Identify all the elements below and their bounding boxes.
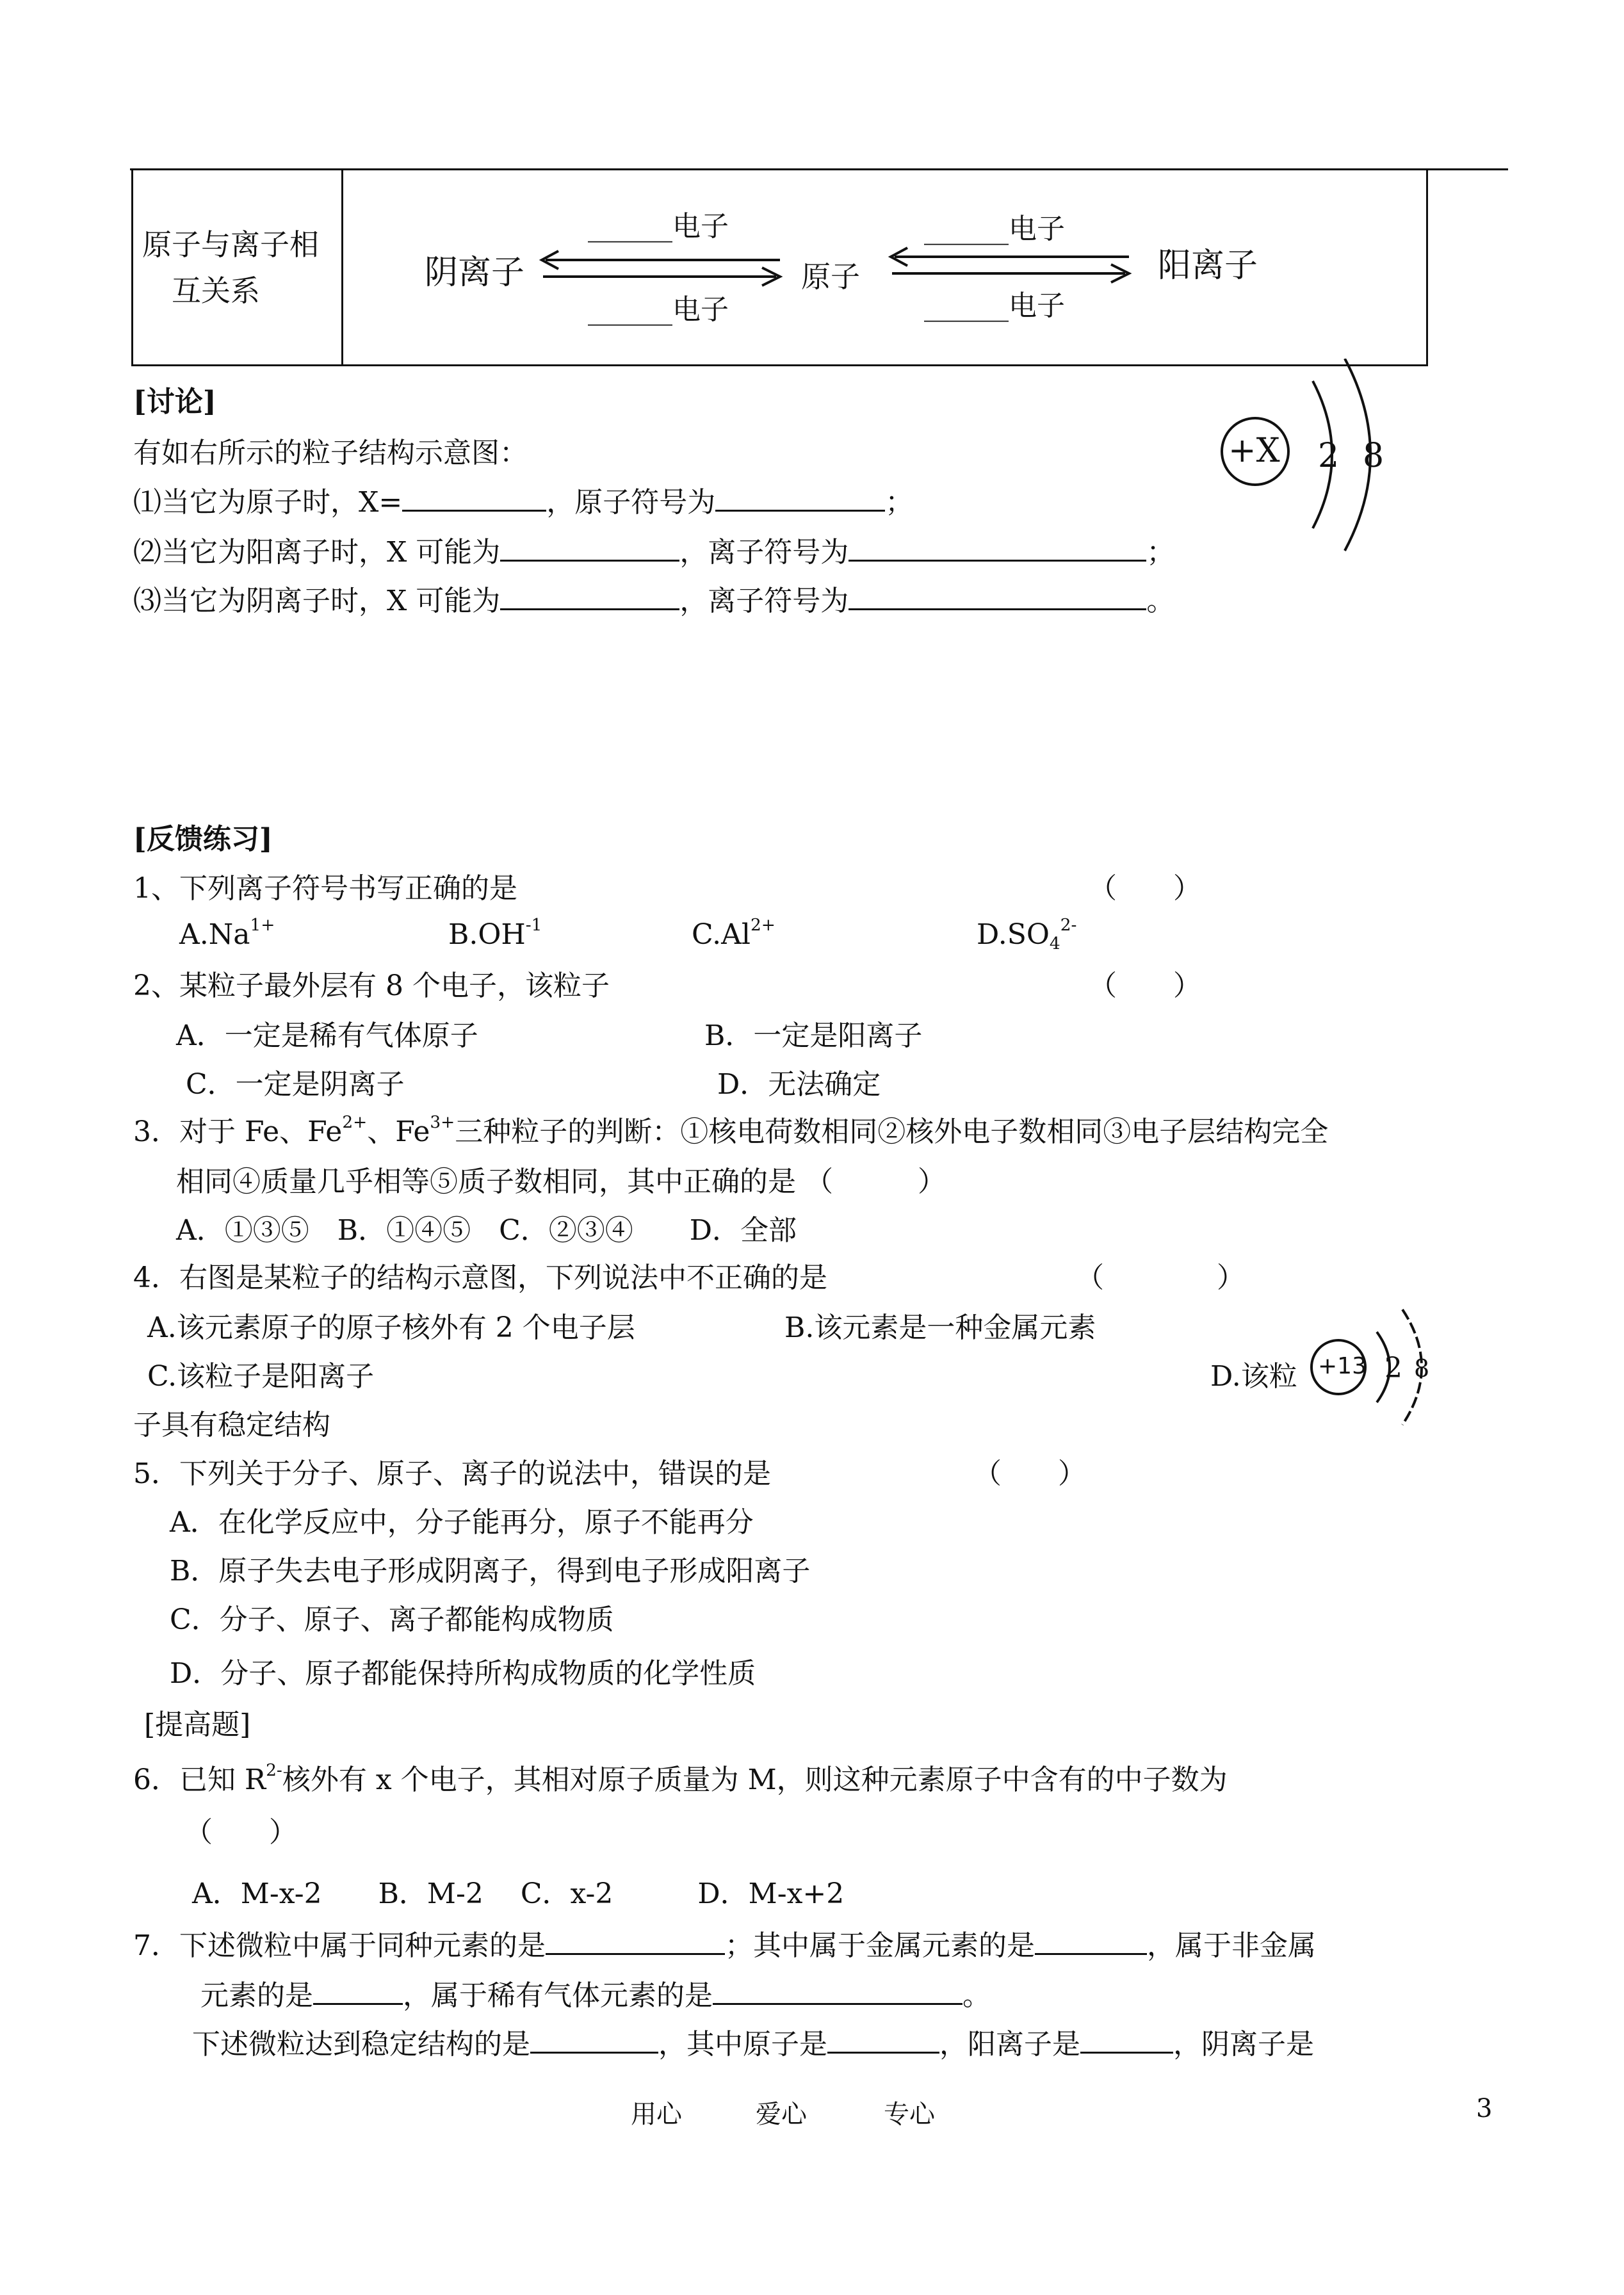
answer-blank[interactable]: [827, 2025, 939, 2054]
electron-label: 电子: [1009, 213, 1065, 245]
feedback-heading: [反馈练习]: [133, 823, 273, 856]
q1-option-b[interactable]: $B.OH^{-1}$: [448, 914, 542, 951]
q4-shell1-count: 2: [1384, 1352, 1402, 1384]
answer-blank[interactable]: [849, 533, 1146, 562]
q2-option-d[interactable]: D．无法确定: [717, 1068, 881, 1101]
footer-motto-3: 专心: [884, 2100, 935, 2129]
blank[interactable]: ______: [588, 293, 672, 326]
q5-stem: 5．下列关于分子、原子、离子的说法中，错误的是: [133, 1457, 771, 1490]
q4-option-a[interactable]: A.该元素原子的原子核外有 2 个电子层: [147, 1311, 635, 1344]
q4-option-d[interactable]: D.该粒: [1210, 1360, 1297, 1393]
particle-diagram: [1217, 359, 1422, 576]
q4-option-c[interactable]: C.该粒子是阳离子: [147, 1360, 375, 1393]
table-divider: [341, 170, 343, 364]
q3-options[interactable]: A．①③⑤ B．①④⑤ C．②③④ D．全部: [176, 1214, 797, 1247]
q2-answer-paren[interactable]: （ ）: [1089, 969, 1201, 1002]
q2-option-b[interactable]: B．一定是阳离子: [704, 1019, 923, 1052]
q6-answer-paren[interactable]: （ ）: [184, 1816, 297, 1849]
answer-blank[interactable]: [530, 2025, 658, 2054]
electron-label: 电子: [1009, 289, 1065, 322]
electron-label: 电子: [672, 210, 729, 243]
cation-label: 阳离子: [1158, 247, 1258, 285]
footer-motto-1: 用心: [631, 2100, 682, 2129]
discussion-heading: [讨论]: [133, 385, 216, 418]
q3-stem-line2: 相同④质量几乎相等⑤质子数相同，其中正确的是 （ ）: [176, 1165, 946, 1198]
blank[interactable]: ______: [924, 213, 1009, 245]
arrow-pair-right: [886, 244, 1135, 295]
q1-option-c[interactable]: $C.Al^{2+}$: [692, 914, 775, 951]
q3-stem: 3．对于 Fe、$Fe^{2+}$、$Fe^{3+}$三种粒子的判断：①核电荷数相同②核外电子数相同③电子层结构完全: [133, 1112, 1329, 1148]
q1-stem: 1、下列离子符号书写正确的是: [133, 872, 517, 905]
q1-answer-paren[interactable]: （ ）: [1089, 872, 1201, 905]
discussion-q1: ⑴当它为原子时，X= ，原子符号为 ；: [133, 483, 913, 521]
q6-options[interactable]: A．M-x-2 B．M-2 C．x-2 D．M-x+2: [192, 1877, 845, 1910]
discussion-q3: ⑶当它为阴离子时，X 可能为 ，离子符号为 。: [133, 581, 1174, 619]
electron-label: 电子: [672, 293, 729, 326]
q7-line2: 元素的是 ，属于稀有气体元素的是 。: [200, 1976, 991, 2014]
q5-option-d[interactable]: D．分子、原子都能保持所构成物质的化学性质: [170, 1657, 756, 1690]
discussion-intro: 有如右所示的粒子结构示意图：: [133, 437, 528, 469]
q5-option-c[interactable]: C．分子、原子、离子都能构成物质: [170, 1603, 614, 1636]
page-number: 3: [1476, 2094, 1493, 2123]
q5-option-a[interactable]: A．在化学反应中，分子能再分，原子不能再分: [170, 1506, 754, 1539]
table-row-label-1: 原子与离子相: [142, 227, 319, 262]
q7-line3: 下述微粒达到稳定结构的是 ，其中原子是 ，阳离子是 ，阴离子是: [192, 2025, 1314, 2063]
q4-answer-paren[interactable]: （ ）: [1076, 1261, 1245, 1294]
anion-label: 阴离子: [425, 254, 525, 292]
q5-answer-paren[interactable]: （ ）: [973, 1457, 1086, 1490]
answer-blank[interactable]: [500, 581, 679, 610]
blank[interactable]: ______: [924, 289, 1009, 322]
q5-option-b[interactable]: B．原子失去电子形成阴离子，得到电子形成阳离子: [170, 1555, 811, 1587]
q1-option-a[interactable]: $A.Na^{1+}$: [179, 914, 275, 951]
blank[interactable]: ______: [588, 210, 672, 243]
answer-blank[interactable]: [546, 1926, 725, 1955]
atom-label: 原子: [801, 259, 860, 294]
answer-blank[interactable]: [500, 533, 679, 562]
q6-stem: 6．已知 $R^{2-}$核外有 x 个电子，其相对原子质量为 M，则这种元素原子中含有的中子数为: [133, 1760, 1228, 1796]
q4-nucleus-label: +13: [1318, 1353, 1367, 1379]
left-bottom-fill: [588, 292, 729, 328]
answer-blank[interactable]: [1080, 2025, 1173, 2054]
q2-option-a[interactable]: A．一定是稀有气体原子: [176, 1019, 478, 1052]
answer-blank[interactable]: [715, 483, 885, 512]
answer-blank[interactable]: [1035, 1926, 1147, 1955]
q1-option-d[interactable]: $D.SO_4^{2-}$: [977, 914, 1077, 953]
footer-motto-2: 爱心: [756, 2100, 807, 2129]
shell1-count: 2: [1318, 437, 1340, 475]
q4-option-d-cont: 子具有稳定结构: [133, 1409, 330, 1441]
answer-blank[interactable]: [713, 1976, 962, 2005]
shell2-count: 8: [1363, 437, 1384, 475]
q4-shell2-count: 8: [1414, 1354, 1430, 1383]
q2-option-c[interactable]: C．一定是阴离子: [186, 1068, 405, 1101]
right-bottom-fill: [924, 288, 1065, 324]
answer-blank[interactable]: [849, 581, 1146, 610]
arrow-pair-left: [537, 247, 786, 298]
right-top-fill: [924, 211, 1065, 247]
relation-table: [131, 170, 1428, 366]
answer-blank[interactable]: [402, 483, 546, 512]
left-top-fill: [588, 209, 729, 245]
discussion-q2: ⑵当它为阳离子时，X 可能为 ，离子符号为 ；: [133, 533, 1174, 571]
nucleus-label: +X: [1228, 432, 1280, 470]
q4-option-b[interactable]: B.该元素是一种金属元素: [784, 1311, 1096, 1344]
q4-particle-diagram: [1306, 1297, 1454, 1444]
table-row-label-2: 互关系: [172, 273, 260, 308]
q2-stem: 2、某粒子最外层有 8 个电子，该粒子: [133, 969, 610, 1002]
q7-line1: 7．下述微粒中属于同种元素的是 ；其中属于金属元素的是 ，属于非金属: [133, 1926, 1316, 1964]
advanced-heading: [提高题]: [144, 1708, 251, 1741]
answer-blank[interactable]: [313, 1976, 403, 2005]
q4-stem: 4．右图是某粒子的结构示意图，下列说法中不正确的是: [133, 1261, 827, 1294]
